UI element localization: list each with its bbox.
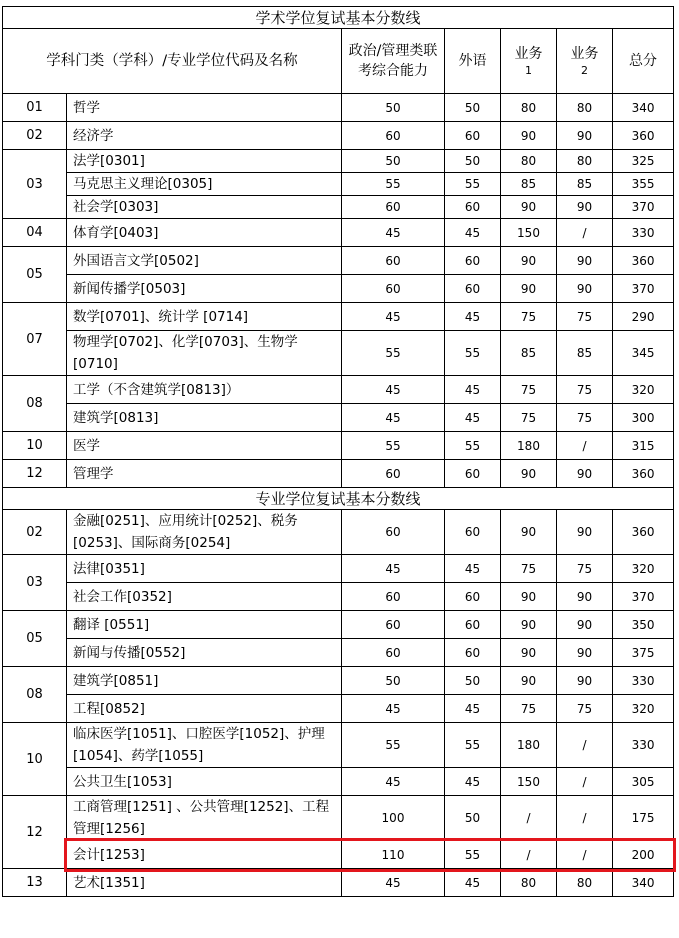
header-politics: 政治/管理类联考综合能力: [342, 29, 445, 94]
category-code: 10: [3, 432, 67, 460]
subject-1-score: /: [501, 841, 557, 869]
foreign-language-score: 60: [445, 583, 501, 611]
total-score: 200: [613, 841, 674, 869]
politics-score: 45: [342, 768, 445, 796]
foreign-language-score: 55: [445, 723, 501, 768]
subject-2-score: 75: [557, 376, 613, 404]
program-name: 数学[0701]、统计学 [0714]: [67, 303, 342, 331]
table-row: [3, 196, 674, 219]
total-score: 360: [613, 510, 674, 555]
total-score: 330: [613, 219, 674, 247]
program-name: 体育学[0403]: [67, 219, 342, 247]
foreign-language-score: 50: [445, 150, 501, 173]
subject-1-score: 75: [501, 695, 557, 723]
foreign-language-score: 45: [445, 869, 501, 897]
foreign-language-score: 45: [445, 768, 501, 796]
table-row: [3, 768, 674, 796]
politics-score: 60: [342, 611, 445, 639]
header-subject-2-label: 业务: [570, 46, 599, 62]
subject-1-score: 90: [501, 611, 557, 639]
foreign-language-score: 60: [445, 122, 501, 150]
category-code: 04: [3, 219, 67, 247]
header-subject-1-index: 1: [525, 64, 532, 77]
total-score: 375: [613, 639, 674, 667]
foreign-language-score: 55: [445, 841, 501, 869]
table-row: [3, 376, 674, 404]
subject-2-score: 90: [557, 275, 613, 303]
politics-score: 100: [342, 796, 445, 841]
program-name: 工商管理[1251] 、公共管理[1252]、工程管理[1256]: [67, 796, 342, 841]
category-code: 02: [3, 122, 67, 150]
subject-2-score: 90: [557, 639, 613, 667]
category-code: 12: [3, 796, 67, 869]
subject-1-score: 75: [501, 376, 557, 404]
subject-2-score: 90: [557, 460, 613, 488]
foreign-language-score: 60: [445, 510, 501, 555]
politics-score: 50: [342, 94, 445, 122]
subject-1-score: /: [501, 796, 557, 841]
total-score: 360: [613, 247, 674, 275]
category-code: 07: [3, 303, 67, 376]
program-name: 社会学[0303]: [67, 196, 342, 219]
total-score: 325: [613, 150, 674, 173]
total-score: 320: [613, 376, 674, 404]
subject-2-score: 80: [557, 150, 613, 173]
subject-2-score: 75: [557, 695, 613, 723]
program-name: 管理学: [67, 460, 342, 488]
subject-1-score: 90: [501, 275, 557, 303]
foreign-language-score: 45: [445, 303, 501, 331]
politics-score: 60: [342, 510, 445, 555]
total-score: 360: [613, 460, 674, 488]
subject-1-score: 80: [501, 94, 557, 122]
politics-score: 50: [342, 667, 445, 695]
program-name: 社会工作[0352]: [67, 583, 342, 611]
foreign-language-score: 50: [445, 796, 501, 841]
politics-score: 45: [342, 555, 445, 583]
foreign-language-score: 60: [445, 247, 501, 275]
subject-2-score: 90: [557, 510, 613, 555]
politics-score: 60: [342, 247, 445, 275]
subject-2-score: 85: [557, 331, 613, 376]
foreign-language-score: 55: [445, 173, 501, 196]
subject-1-score: 90: [501, 583, 557, 611]
table-row: [3, 404, 674, 432]
subject-1-score: 75: [501, 303, 557, 331]
subject-1-score: 90: [501, 510, 557, 555]
politics-score: 45: [342, 869, 445, 897]
politics-score: 60: [342, 460, 445, 488]
subject-1-score: 150: [501, 219, 557, 247]
program-name: 法律[0351]: [67, 555, 342, 583]
category-code: 02: [3, 510, 67, 555]
foreign-language-score: 45: [445, 555, 501, 583]
total-score: 355: [613, 173, 674, 196]
total-score: 370: [613, 275, 674, 303]
program-name: 外国语言文学[0502]: [67, 247, 342, 275]
total-score: 360: [613, 122, 674, 150]
academic-section-row: [3, 7, 674, 29]
subject-1-score: 75: [501, 404, 557, 432]
subject-1-score: 90: [501, 196, 557, 219]
subject-2-score: 90: [557, 583, 613, 611]
program-name: 工程[0852]: [67, 695, 342, 723]
program-name: 物理学[0702]、化学[0703]、生物学[0710]: [67, 331, 342, 376]
header-foreign-language: 外语: [445, 29, 501, 94]
table-row: [3, 122, 674, 150]
table-row: [3, 510, 674, 555]
total-score: 320: [613, 555, 674, 583]
foreign-language-score: 45: [445, 695, 501, 723]
subject-2-score: /: [557, 768, 613, 796]
subject-2-score: 75: [557, 555, 613, 583]
table-row: [3, 275, 674, 303]
subject-1-score: 85: [501, 331, 557, 376]
politics-score: 50: [342, 150, 445, 173]
politics-score: 55: [342, 723, 445, 768]
total-score: 330: [613, 667, 674, 695]
subject-2-score: 80: [557, 94, 613, 122]
professional-section-title: 专业学位复试基本分数线: [3, 488, 674, 510]
subject-1-score: 80: [501, 869, 557, 897]
subject-1-score: 75: [501, 555, 557, 583]
header-subject-2-index: 2: [581, 64, 588, 77]
header-subject-2: [557, 29, 613, 94]
total-score: 345: [613, 331, 674, 376]
foreign-language-score: 60: [445, 639, 501, 667]
total-score: 300: [613, 404, 674, 432]
foreign-language-score: 55: [445, 432, 501, 460]
program-name: 马克思主义理论[0305]: [67, 173, 342, 196]
subject-1-score: 150: [501, 768, 557, 796]
table-row: [3, 173, 674, 196]
header-subject-1: [501, 29, 557, 94]
table-row: [3, 247, 674, 275]
total-score: 340: [613, 94, 674, 122]
program-name: 公共卫生[1053]: [67, 768, 342, 796]
category-code: 10: [3, 723, 67, 796]
header-total: 总分: [613, 29, 674, 94]
politics-score: 60: [342, 639, 445, 667]
politics-score: 110: [342, 841, 445, 869]
category-code: 05: [3, 247, 67, 303]
program-name: 临床医学[1051]、口腔医学[1052]、护理[1054]、药学[1055]: [67, 723, 342, 768]
table-row: [3, 94, 674, 122]
score-table: [2, 6, 674, 897]
total-score: 370: [613, 196, 674, 219]
program-name: 金融[0251]、应用统计[0252]、税务[0253]、国际商务[0254]: [67, 510, 342, 555]
program-name: 建筑学[0813]: [67, 404, 342, 432]
table-row: [3, 219, 674, 247]
subject-2-score: 90: [557, 196, 613, 219]
subject-1-score: 90: [501, 122, 557, 150]
politics-score: 45: [342, 695, 445, 723]
program-name: 翻译 [0551]: [67, 611, 342, 639]
subject-2-score: 90: [557, 122, 613, 150]
category-code: 12: [3, 460, 67, 488]
table-row: [3, 583, 674, 611]
table-row: [3, 667, 674, 695]
category-code: 13: [3, 869, 67, 897]
table-row: [3, 150, 674, 173]
subject-1-score: 90: [501, 667, 557, 695]
total-score: 340: [613, 869, 674, 897]
table-row: [3, 611, 674, 639]
program-name: 建筑学[0851]: [67, 667, 342, 695]
program-name: 法学[0301]: [67, 150, 342, 173]
politics-score: 45: [342, 219, 445, 247]
politics-score: 55: [342, 432, 445, 460]
subject-2-score: 90: [557, 611, 613, 639]
table-row: [3, 555, 674, 583]
subject-2-score: 75: [557, 404, 613, 432]
politics-score: 45: [342, 404, 445, 432]
category-code: 08: [3, 376, 67, 432]
subject-2-score: /: [557, 432, 613, 460]
category-code: 05: [3, 611, 67, 667]
program-name: 经济学: [67, 122, 342, 150]
total-score: 320: [613, 695, 674, 723]
foreign-language-score: 45: [445, 219, 501, 247]
table-row: [3, 639, 674, 667]
table-row: [3, 869, 674, 897]
foreign-language-score: 60: [445, 196, 501, 219]
category-code: 01: [3, 94, 67, 122]
total-score: 175: [613, 796, 674, 841]
total-score: 330: [613, 723, 674, 768]
header-row: [3, 29, 674, 94]
subject-2-score: 85: [557, 173, 613, 196]
foreign-language-score: 50: [445, 94, 501, 122]
total-score: 370: [613, 583, 674, 611]
foreign-language-score: 60: [445, 460, 501, 488]
score-table-body: [3, 7, 674, 897]
subject-2-score: 90: [557, 247, 613, 275]
header-discipline: 学科门类（学科）/专业学位代码及名称: [3, 29, 342, 94]
professional-section-row: [3, 488, 674, 510]
foreign-language-score: 45: [445, 404, 501, 432]
table-row: [3, 460, 674, 488]
table-row: [3, 432, 674, 460]
table-row: [3, 331, 674, 376]
politics-score: 60: [342, 275, 445, 303]
subject-1-score: 90: [501, 460, 557, 488]
table-row: [3, 841, 674, 869]
program-name: 艺术[1351]: [67, 869, 342, 897]
program-name: 会计[1253]: [67, 841, 342, 869]
politics-score: 55: [342, 331, 445, 376]
foreign-language-score: 50: [445, 667, 501, 695]
academic-section-title: 学术学位复试基本分数线: [3, 7, 674, 29]
politics-score: 45: [342, 303, 445, 331]
subject-1-score: 180: [501, 432, 557, 460]
subject-2-score: 90: [557, 667, 613, 695]
subject-1-score: 90: [501, 639, 557, 667]
program-name: 新闻与传播[0552]: [67, 639, 342, 667]
subject-2-score: /: [557, 723, 613, 768]
program-name: 哲学: [67, 94, 342, 122]
subject-2-score: 80: [557, 869, 613, 897]
table-row: [3, 695, 674, 723]
politics-score: 60: [342, 196, 445, 219]
politics-score: 60: [342, 122, 445, 150]
politics-score: 55: [342, 173, 445, 196]
politics-score: 45: [342, 376, 445, 404]
foreign-language-score: 60: [445, 611, 501, 639]
subject-1-score: 85: [501, 173, 557, 196]
table-row: [3, 303, 674, 331]
subject-2-score: /: [557, 219, 613, 247]
program-name: 工学（不含建筑学[0813]）: [67, 376, 342, 404]
foreign-language-score: 45: [445, 376, 501, 404]
total-score: 305: [613, 768, 674, 796]
foreign-language-score: 55: [445, 331, 501, 376]
header-subject-1-label: 业务: [514, 46, 543, 62]
foreign-language-score: 60: [445, 275, 501, 303]
subject-2-score: 75: [557, 303, 613, 331]
politics-score: 60: [342, 583, 445, 611]
total-score: 350: [613, 611, 674, 639]
subject-1-score: 90: [501, 247, 557, 275]
table-row: [3, 796, 674, 841]
table-row: [3, 723, 674, 768]
subject-1-score: 180: [501, 723, 557, 768]
category-code: 08: [3, 667, 67, 723]
total-score: 290: [613, 303, 674, 331]
category-code: 03: [3, 555, 67, 611]
subject-2-score: /: [557, 796, 613, 841]
program-name: 新闻传播学[0503]: [67, 275, 342, 303]
subject-1-score: 80: [501, 150, 557, 173]
program-name: 医学: [67, 432, 342, 460]
subject-2-score: /: [557, 841, 613, 869]
total-score: 315: [613, 432, 674, 460]
category-code: 03: [3, 150, 67, 219]
